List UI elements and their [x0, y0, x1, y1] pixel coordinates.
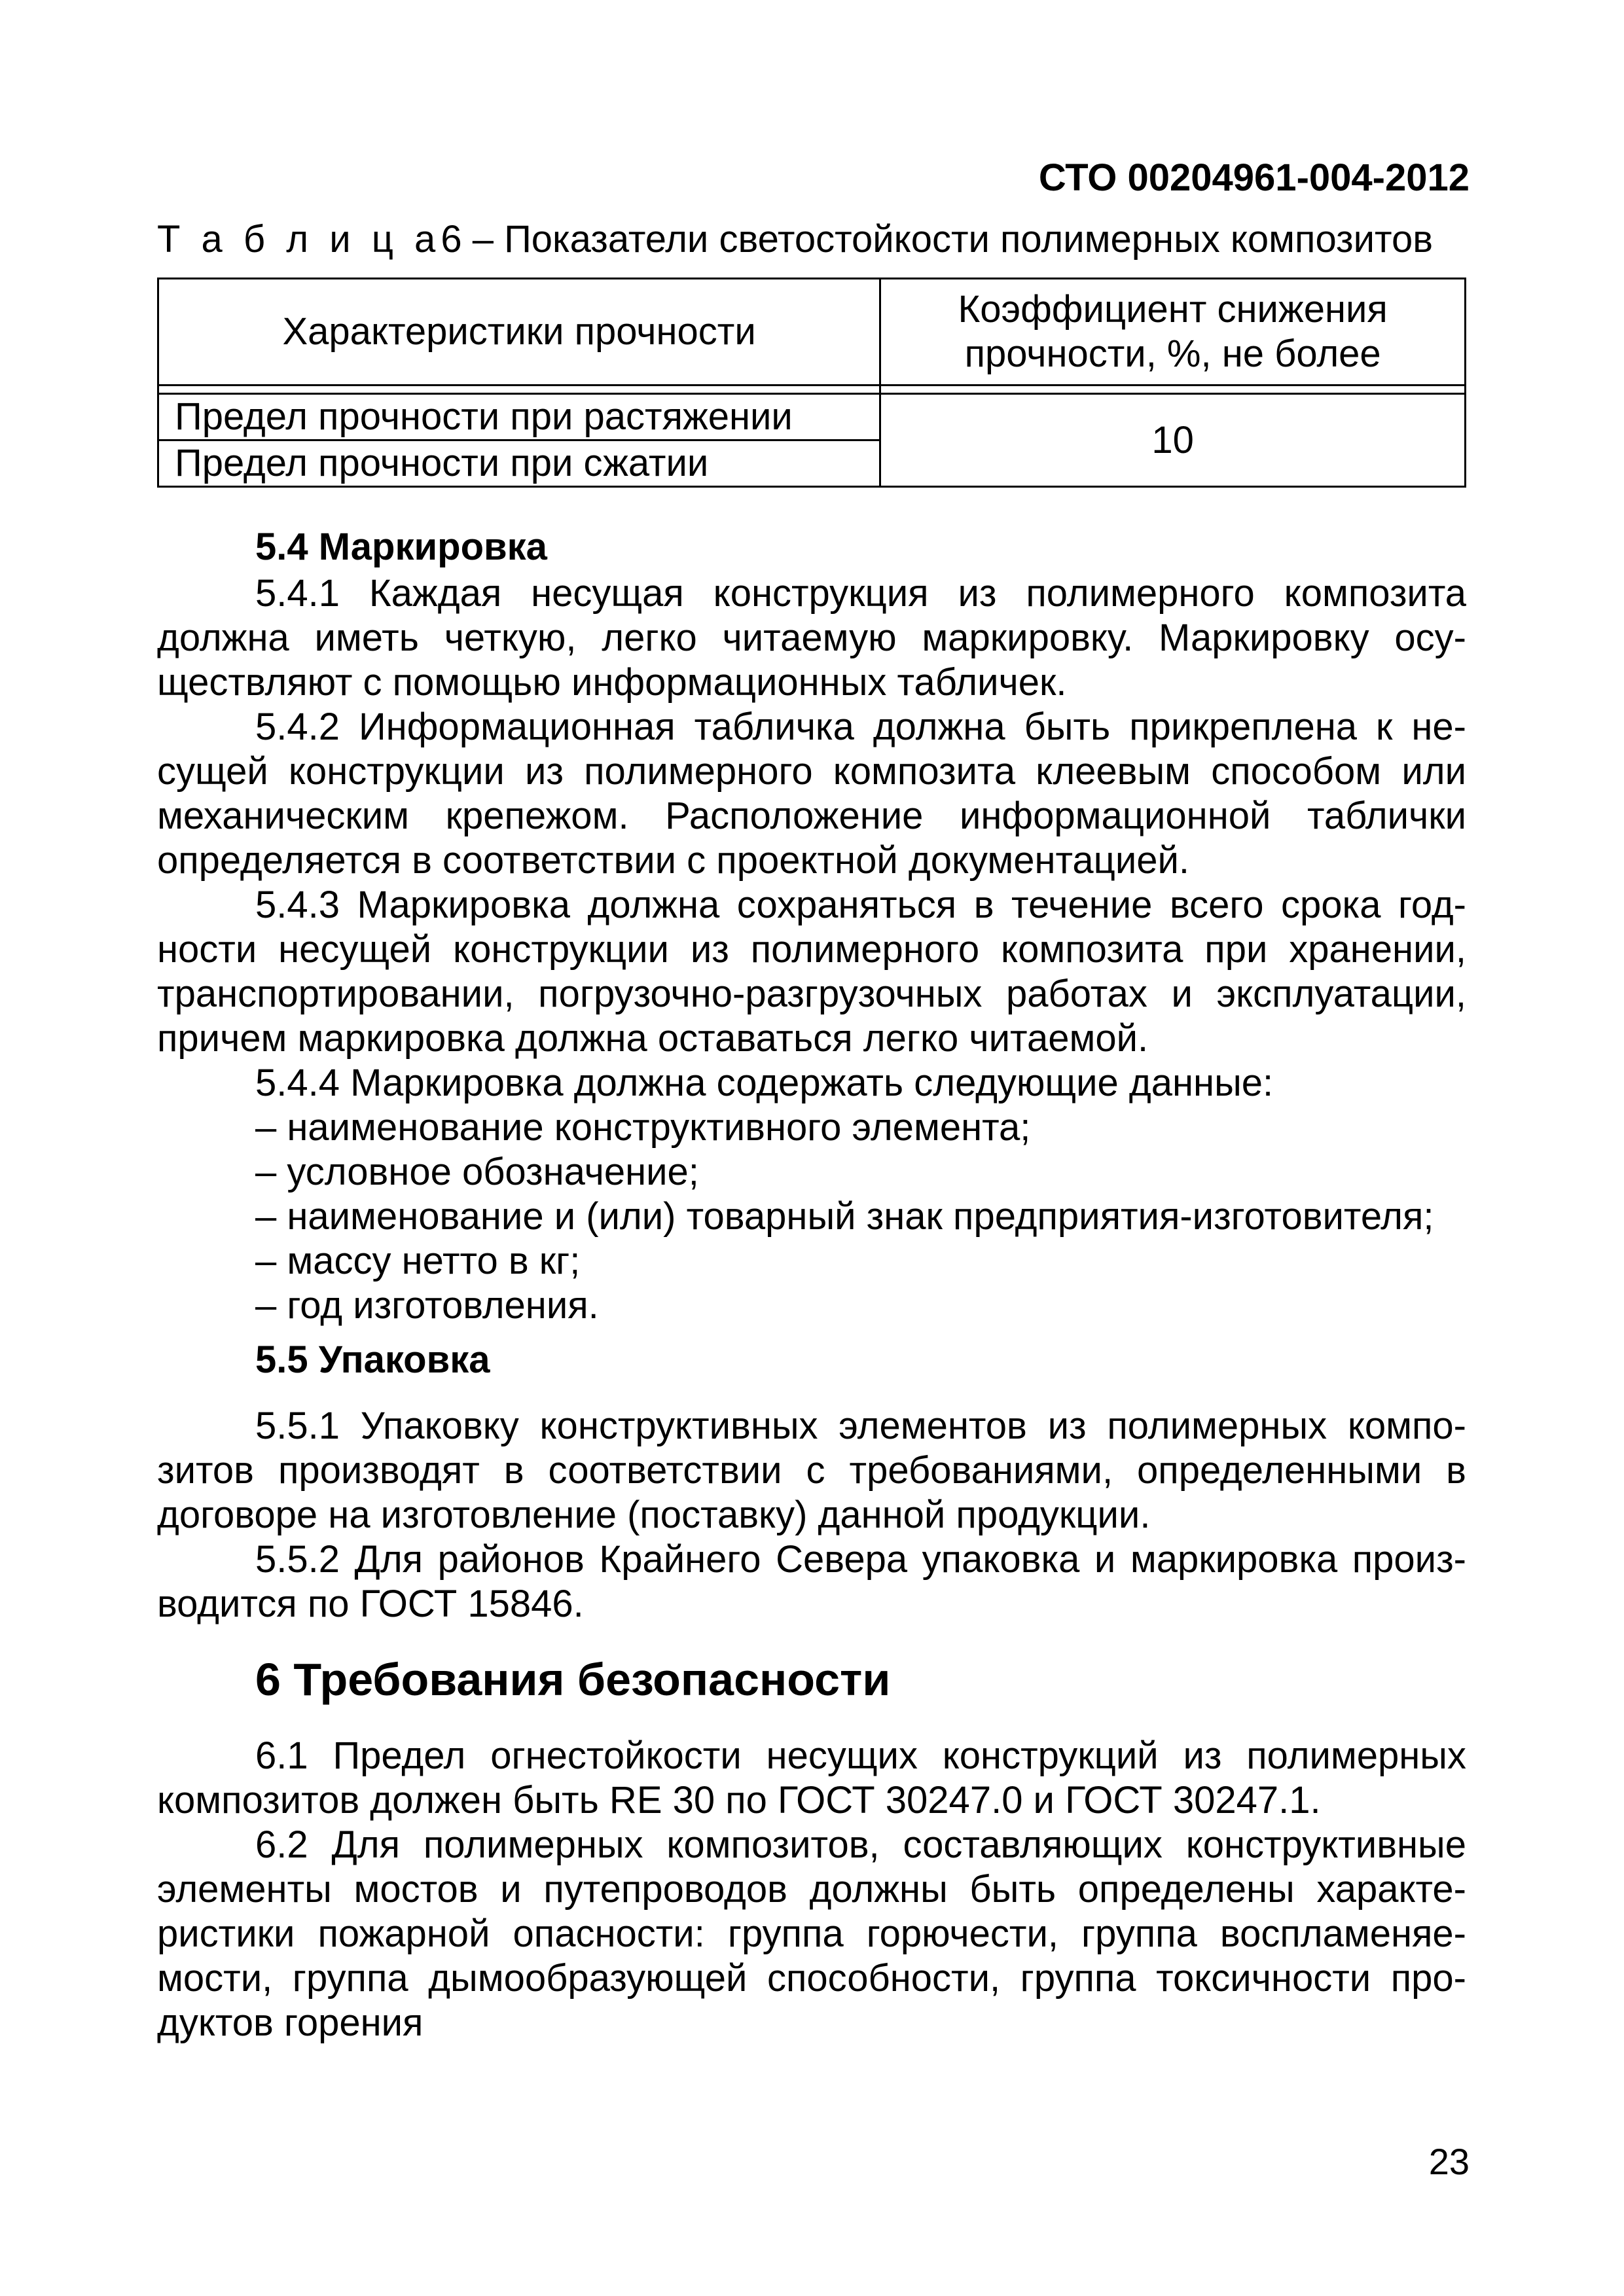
row-label-compression: Предел прочности при сжатии [158, 440, 880, 487]
header-strength-characteristics: Характеристики прочности [158, 279, 880, 386]
table-header-row [158, 279, 1466, 386]
reduction-value: 10 [880, 394, 1466, 487]
list-item: – условное обозначение; [255, 1151, 699, 1193]
separator-cell [880, 386, 1466, 394]
table-caption-text: – Показатели светостойкости полимерных композитов [461, 218, 1434, 260]
separator-cell [158, 386, 880, 394]
row-label-tension: Предел прочности при растяжении [158, 394, 880, 440]
paragraph-5-5-2: 5.5.2 Для районов Крайнего Севера упаковка и маркировка производится по ГОСТ 15846. [157, 1538, 1466, 1625]
paragraph-5-4-3: 5.4.3 Маркировка должна сохраняться в течение всего срока годности несущей конструкции из полимерного композита при хранении, транспортировании, погрузочно-разгрузочных работах и эксплуатации, причем маркировка должна оставаться легко читаемой. [157, 884, 1466, 1060]
list-item: – массу нетто в кг; [255, 1240, 581, 1282]
table-header-separator [158, 386, 1466, 394]
section-5-4-title: 5.4 Маркировка [255, 526, 547, 568]
header-reduction-line-1: Коэффициент снижения [958, 288, 1388, 331]
list-item: – наименование и (или) товарный знак предприятия-изготовителя; [255, 1195, 1434, 1238]
page-content [157, 216, 1466, 2045]
header-reduction-line-2: прочности, %, не более [964, 332, 1381, 375]
paragraph-5-5-1: 5.5.1 Упаковку конструктивных элементов из полимерных композитов производят в соответствии с требованиями, определенными в договоре на изготовление (поставку) данной продукции. [157, 1405, 1466, 1536]
document-code: СТО 00204961-004-2012 [1038, 156, 1470, 199]
paragraph-5-4-4: 5.4.4 Маркировка должна содержать следующие данные: [255, 1062, 1274, 1104]
section-5-5-title: 5.5 Упаковка [255, 1338, 490, 1381]
page-number: 23 [1428, 2141, 1470, 2182]
table-caption-label: Т а б л и ц а [157, 218, 441, 260]
paragraph-6-1: 6.1 Предел огнестойкости несущих конструкций из полимерных композитов должен быть RE 30 по ГОСТ 30247.0 и ГОСТ 30247.1. [157, 1734, 1466, 1821]
paragraph-5-4-1: 5.4.1 Каждая несущая конструкция из полимерного композита должна иметь четкую, легко читаемую маркировку. Маркировку осуществляют с помощью информационных табличек. [157, 572, 1466, 704]
light-resistance-table [157, 278, 1466, 488]
list-item: – наименование конструктивного элемента; [255, 1106, 1031, 1149]
paragraph-5-4-2: 5.4.2 Информационная табличка должна быть прикреплена к несущей конструкции из полимерного композита клеевым способом или механическим крепежом. Расположение информационной таблички определяется в соответствии с проектной документацией. [157, 706, 1466, 882]
list-item: – год изготовления. [255, 1284, 599, 1327]
section-6-title: 6 Требования безопасности [255, 1654, 891, 1705]
paragraph-6-2: 6.2 Для полимерных композитов, составляющих конструктивные элементы мостов и путепроводов должны быть определены характеристики пожарной опасности: группа горючести, группа воспламеняемости, группа дымообразующей способности, группа токсичности продуктов горения [157, 1823, 1466, 2044]
table-caption [157, 216, 1466, 263]
table-caption-number: 6 [441, 218, 462, 260]
header-reduction-coefficient [880, 279, 1466, 386]
table-row [158, 394, 1466, 440]
